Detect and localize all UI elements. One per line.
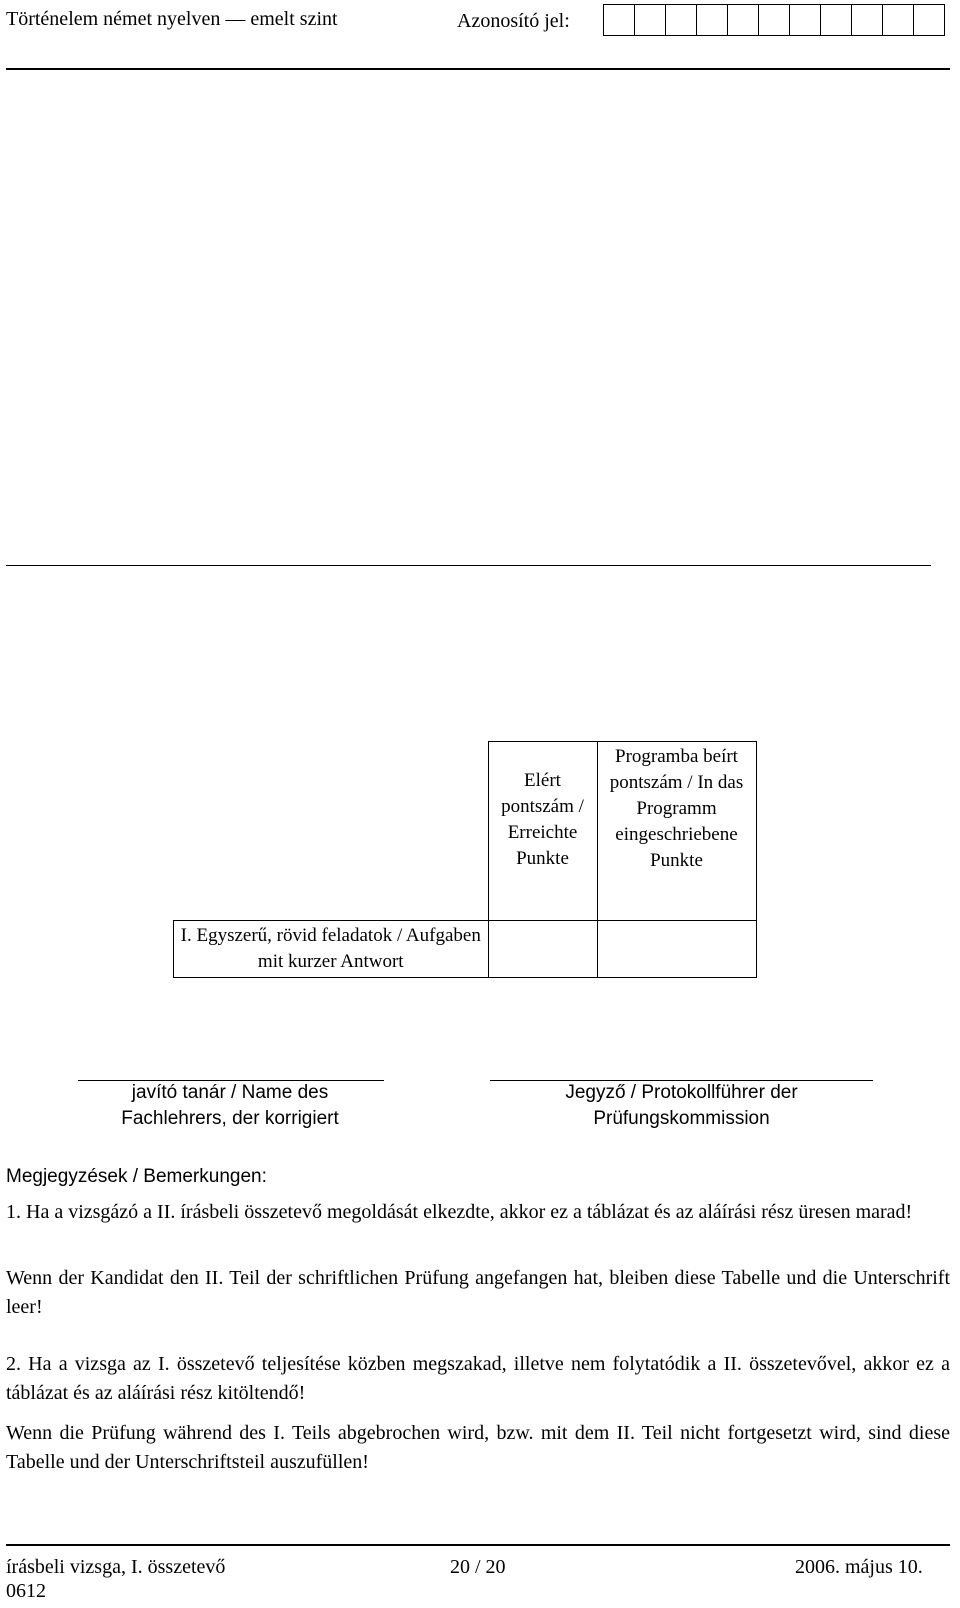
id-digit-box[interactable]: [727, 4, 759, 36]
notary-label-line-2: Prüfungskommission: [593, 1108, 770, 1129]
id-digit-box[interactable]: [851, 4, 883, 36]
remark-1-de: Wenn der Kandidat den II. Teil der schriftlichen Prüfung angefangen hat, bleiben diese Tabelle und die Unterschrift leer!: [6, 1267, 950, 1318]
remark-2-hu: 2. Ha a vizsga az I. összetevő teljesítése közben megszakad, illetve nem folytatódik a II. összetevővel, akkor ez a táblázat és az aláírási rész kitöltendő!: [6, 1353, 950, 1404]
footer-date: 2006. május 10.: [795, 1556, 923, 1578]
id-digit-box[interactable]: [603, 4, 635, 36]
achieved-score-cell[interactable]: [488, 921, 597, 978]
teacher-signature-label: [80, 1080, 380, 1132]
id-digit-box[interactable]: [789, 4, 821, 36]
id-digit-box[interactable]: [696, 4, 728, 36]
id-digit-box[interactable]: [820, 4, 852, 36]
id-digit-box[interactable]: [634, 4, 666, 36]
program-score-cell[interactable]: [597, 921, 756, 978]
id-digit-box[interactable]: [882, 4, 914, 36]
score-table-corner: [174, 742, 489, 921]
id-boxes: [604, 4, 945, 36]
footer-page-number: 20 / 20: [450, 1556, 506, 1578]
notary-label-line-1: Jegyző / Protokollführer der: [565, 1082, 798, 1103]
answer-area-line: [6, 565, 931, 566]
remark-2-de: Wenn die Prüfung während des I. Teils abgebrochen wird, bzw. mit dem II. Teil nicht fortgesetzt wird, sind diese Tabelle und der Unterschriftsteil auszufüllen!: [6, 1422, 950, 1473]
footer-code: 0612: [6, 1580, 46, 1602]
teacher-label-line-1: javító tanár / Name des: [131, 1082, 329, 1103]
score-table: [173, 741, 757, 978]
notary-signature-label: [490, 1080, 873, 1132]
teacher-label-line-2: Fachlehrers, der korrigiert: [121, 1108, 339, 1129]
id-digit-box[interactable]: [665, 4, 697, 36]
id-digit-box[interactable]: [913, 4, 945, 36]
remarks-heading: Megjegyzések / Bemerkungen:: [6, 1166, 267, 1187]
col-achieved-header: Elért pontszám / Erreichte Punkte: [488, 742, 597, 921]
footer-exam-part: írásbeli vizsga, I. összetevő: [6, 1556, 226, 1578]
footer-rule: [6, 1544, 950, 1546]
id-digit-box[interactable]: [758, 4, 790, 36]
exam-subject: Történelem német nyelven — emelt szint: [6, 8, 338, 30]
col-program-header: Programba beírt pontszám / In das Programm eingeschriebene Punkte: [597, 742, 756, 921]
row-label: I. Egyszerű, rövid feladatok / Aufgaben mit kurzer Antwort: [174, 921, 489, 978]
id-label: Azonosító jel:: [457, 10, 570, 32]
remark-1-hu: 1. Ha a vizsgázó a II. írásbeli összetevő megoldását elkezdte, akkor ez a táblázat és az aláírási rész üresen marad!: [6, 1201, 913, 1223]
header-rule: [6, 68, 950, 70]
